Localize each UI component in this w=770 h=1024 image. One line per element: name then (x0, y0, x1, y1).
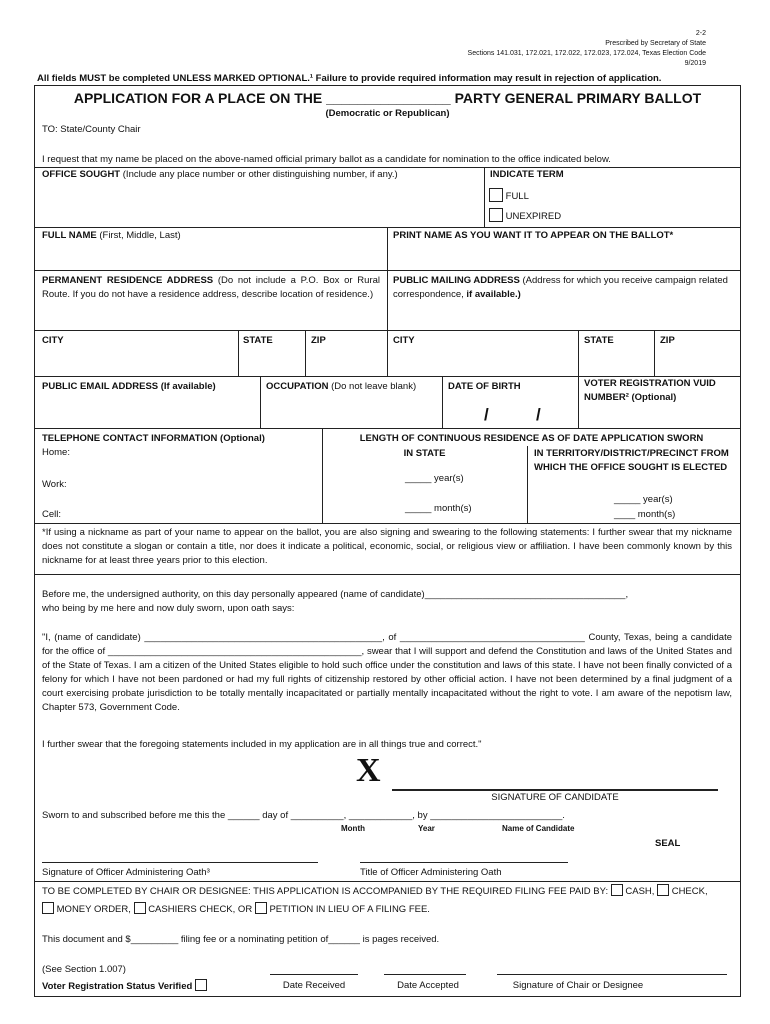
email-field[interactable]: PUBLIC EMAIL ADDRESS (If available) (42, 381, 216, 392)
prescribed-by: Prescribed by Secretary of State (605, 40, 706, 47)
form-header (468, 29, 706, 69)
voter-verified-label: Voter Registration Status Verified (42, 981, 193, 992)
form-number: 2-2 (695, 30, 706, 37)
candidate-signature-label: SIGNATURE OF CANDIDATE (491, 792, 619, 803)
term-unexpired-checkbox[interactable] (489, 208, 503, 222)
money-order-checkbox[interactable] (42, 902, 54, 914)
to-chair: TO: State/County Chair (42, 124, 141, 135)
oath-intro: Before me, the undersigned authority, on this day personally appeared (name of candidate)______________________________________, (42, 589, 629, 600)
residence-city-field[interactable]: CITY (42, 335, 64, 346)
residence-address-field[interactable] (42, 274, 380, 302)
request-statement: I request that my name be placed on the above-named official primary ballot as a candidate for nomination to the office indicated below. (42, 154, 611, 165)
officer-title-line[interactable] (360, 862, 568, 863)
occupation-label: OCCUPATION (266, 381, 329, 392)
petition-checkbox[interactable] (255, 902, 267, 914)
money-order-label: MONEY ORDER, (56, 904, 131, 915)
state-years-field[interactable]: _____ year(s) (405, 473, 464, 484)
mailing-state-field[interactable]: STATE (584, 335, 614, 346)
dob-label: DATE OF BIRTH (448, 381, 521, 392)
telephone-label: TELEPHONE CONTACT INFORMATION (Optional) (42, 433, 265, 444)
officer-signature-line[interactable] (42, 862, 318, 863)
occupation-field[interactable] (266, 380, 416, 394)
sections-citation: Sections 141.031, 172.021, 172.022, 172.023, 172.024, Texas Election Code (467, 50, 706, 57)
state-months-field[interactable]: _____ month(s) (405, 503, 472, 514)
year-label: Year (418, 824, 435, 833)
date-accepted-label: Date Accepted (397, 980, 459, 991)
cashiers-check-checkbox[interactable] (134, 902, 146, 914)
residence-length-label: LENGTH OF CONTINUOUS RESIDENCE AS OF DATE APPLICATION SWORN (359, 433, 704, 444)
month-label: Month (341, 824, 365, 833)
indicate-term-label: INDICATE TERM (490, 169, 564, 180)
nickname-note: *If using a nickname as part of your name to appear on the ballot, you are also signing and swearing to the following statements: I further swear that my nickname does not constitute a slogan or contain a title, nor does it indicate a political, economic, social, or religious view or affiliation. I have been commonly known by this nickname for at least three years prior to this election. (42, 527, 732, 566)
full-name-label: FULL NAME (42, 230, 97, 241)
oath-intro-2: who being by me here and now duly sworn, upon oath says: (42, 603, 295, 614)
party-note: (Democratic or Republican) (325, 108, 450, 119)
voter-verified-checkbox[interactable] (195, 979, 207, 991)
mailing-city-field[interactable]: CITY (393, 335, 415, 346)
office-sought-field[interactable] (42, 168, 398, 182)
voter-verified-row[interactable] (42, 979, 207, 994)
form-date: 9/2019 (684, 60, 706, 67)
x-mark: X (356, 752, 381, 789)
residence-address-hint: (Do not include a P.O. Box or Rural Route. If you do not have a residence address, describe location of residence.) (42, 275, 381, 300)
chair-signature-label: Signature of Chair or Designee (512, 980, 644, 991)
print-name-field[interactable]: PRINT NAME AS YOU WANT IT TO APPEAR ON THE BALLOT* (393, 230, 674, 241)
term-unexpired-label: UNEXPIRED (505, 211, 562, 222)
required-notice: All fields MUST be completed UNLESS MARKED OPTIONAL.¹ Failure to provide required information may result in rejection of application. (37, 73, 662, 84)
mailing-address-field[interactable] (393, 274, 735, 302)
full-name-hint: (First, Middle, Last) (99, 230, 181, 241)
term-full-checkbox[interactable] (489, 188, 503, 202)
telephone-section (42, 432, 265, 460)
officer-signature-label: Signature of Officer Administering Oath³ (42, 867, 210, 878)
officer-title-label: Title of Officer Administering Oath (360, 867, 502, 878)
chair-fee-line (42, 884, 708, 899)
phone-cell-field[interactable]: Cell: (42, 509, 62, 520)
term-full-label: FULL (505, 191, 529, 202)
cash-label: CASH, (625, 886, 655, 897)
phone-work-field[interactable]: Work: (42, 479, 67, 490)
residence-zip-field[interactable]: ZIP (311, 335, 326, 346)
fee-received-line[interactable]: This document and $_________ filing fee or a nominating petition of______ is pages received. (42, 934, 440, 945)
mailing-address-hint: (Address for which you receive campaign related correspondence, (393, 275, 728, 300)
oath-further: I further swear that the foregoing statements included in my application are in all things true and correct." (42, 739, 482, 750)
mailing-address-hint-bold: if available.) (466, 289, 521, 300)
sworn-statement[interactable]: Sworn to and subscribed before me this the ______ day of __________, ____________, by _________________________. (42, 810, 565, 821)
mailing-address-label: PUBLIC MAILING ADDRESS (393, 275, 520, 286)
dob-field[interactable]: / / (484, 405, 541, 424)
see-section-note: (See Section 1.007) (42, 964, 126, 975)
cashiers-check-label: CASHIERS CHECK, OR (148, 904, 253, 915)
occupation-hint: (Do not leave blank) (331, 381, 417, 392)
oath-body: "I, (name of candidate) _____________________________________________, of ___________________________________ County, Texas, being a candidate for the office of ________________________________________________, swear that I will support and defend the Constitution and laws of the United States and of the State of Texas. I am a citizen of the United States eligible to hold such office under the constitution and laws of this state. I have not been finally convicted of a felony for which I have not been pardoned or had my full rights of citizenship restored by other official action. I have not been determined by a final judgment of a court exercising probate jurisdiction to be totally mentally incapacitated or partially mentally incapacitated without the right to vote. I am aware of the nepotism law, Chapter 573, Government Code. (42, 632, 732, 713)
term-full-option[interactable] (489, 188, 529, 204)
residence-address-label: PERMANENT RESIDENCE ADDRESS (42, 275, 214, 286)
territory-years-field[interactable]: _____ year(s) (614, 494, 673, 505)
territory-months-field[interactable]: ____ month(s) (614, 509, 676, 520)
candidate-name-label: Name of Candidate (502, 824, 575, 833)
in-territory-label: IN TERRITORY/DISTRICT/PRECINCT FROM WHICH THE OFFICE SOUGHT IS ELECTED (534, 448, 729, 473)
mailing-zip-field[interactable]: ZIP (660, 335, 675, 346)
seal-label: SEAL (655, 838, 681, 849)
vuid-field[interactable]: VOTER REGISTRATION VUID NUMBER² (Optional) (584, 378, 716, 403)
full-name-field[interactable] (42, 229, 181, 243)
phone-home-field[interactable]: Home: (42, 447, 70, 458)
office-sought-label: OFFICE SOUGHT (42, 169, 121, 180)
chair-fee-line-2 (42, 902, 430, 917)
petition-label: PETITION IN LIEU OF A FILING FEE. (269, 904, 430, 915)
in-state-label: IN STATE (403, 448, 446, 459)
residence-state-field[interactable]: STATE (243, 335, 273, 346)
date-received-label: Date Received (282, 980, 346, 991)
date-accepted-line[interactable] (384, 974, 466, 975)
term-unexpired-option[interactable] (489, 208, 561, 224)
chair-fee-label: TO BE COMPLETED BY CHAIR OR DESIGNEE: THIS APPLICATION IS ACCOMPANIED BY THE REQUIRED FILING FEE PAID BY: (42, 886, 609, 897)
form-title: APPLICATION FOR A PLACE ON THE ________________ PARTY GENERAL PRIMARY BALLOT (73, 90, 702, 106)
check-label: CHECK, (671, 886, 708, 897)
date-received-line[interactable] (270, 974, 358, 975)
office-sought-hint: (Include any place number or other distinguishing number, if any.) (122, 169, 398, 180)
chair-signature-line[interactable] (497, 974, 727, 975)
check-checkbox[interactable] (657, 884, 669, 896)
cash-checkbox[interactable] (611, 884, 623, 896)
